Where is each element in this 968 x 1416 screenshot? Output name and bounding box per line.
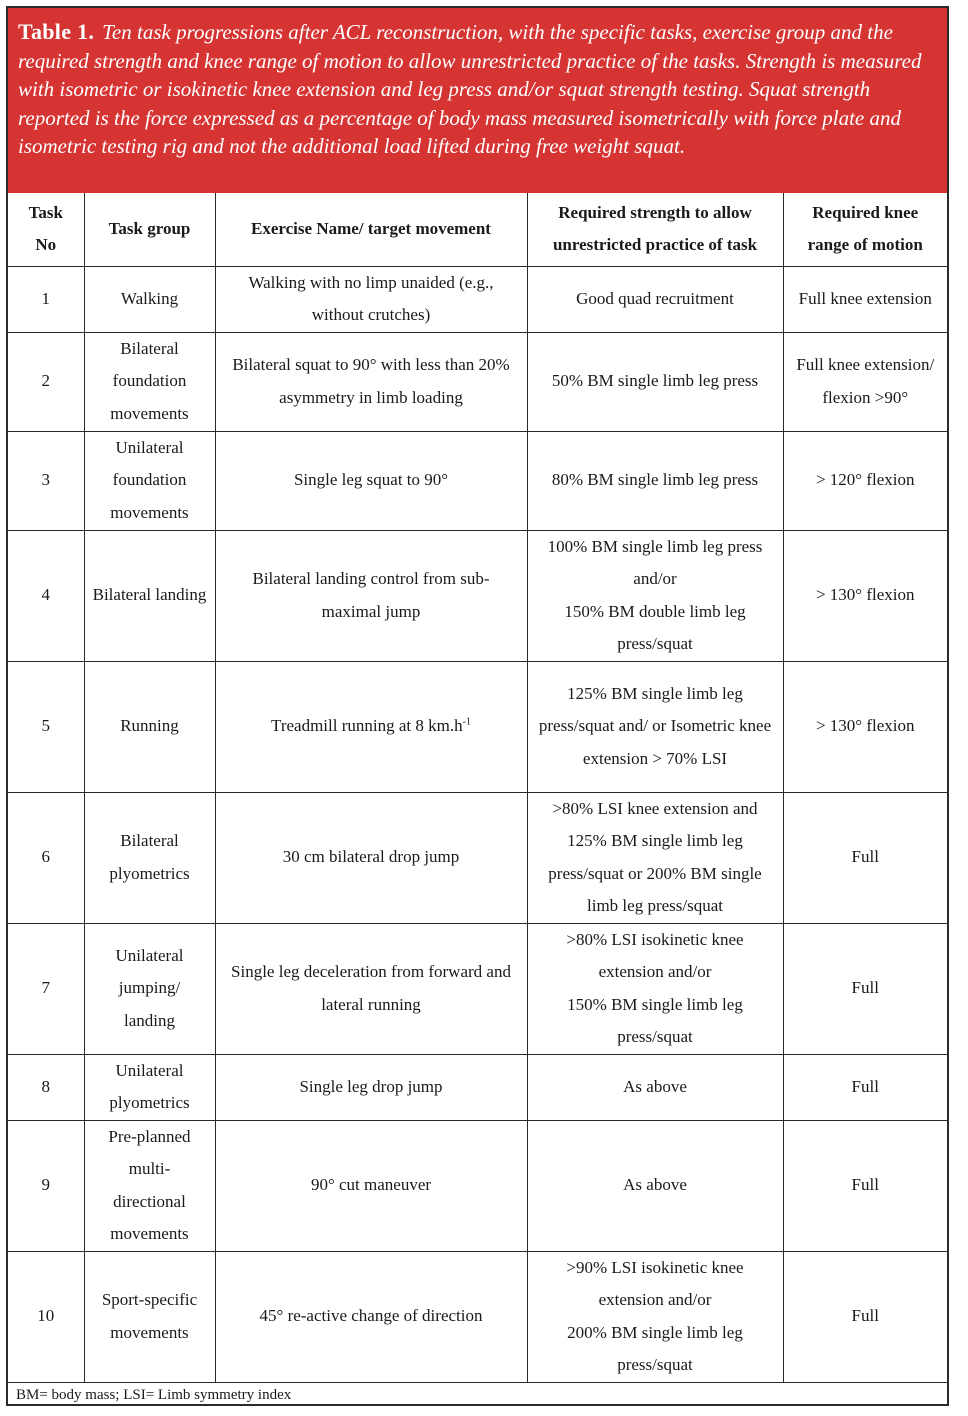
cell-exercise: Single leg drop jump: [215, 1054, 527, 1120]
cell-strength: >90% LSI isokinetic knee extension and/or 200% BM single limb leg press/squat: [527, 1251, 783, 1382]
cell-task-group: Unilateral jumping/ landing: [84, 923, 215, 1054]
cell-task-group: Unilateral foundation movements: [84, 431, 215, 530]
table-row: [8, 661, 947, 792]
table-caption: [8, 8, 947, 193]
cell-task-group: Bilateral plyometrics: [84, 792, 215, 923]
table-row: [8, 923, 947, 1054]
table-frame: [6, 6, 949, 1406]
cell-task-no: 2: [8, 332, 84, 431]
cell-rom: Full knee extension/ flexion >90°: [783, 332, 947, 431]
cell-rom: Full: [783, 923, 947, 1054]
cell-task-no: 6: [8, 792, 84, 923]
cell-strength: 50% BM single limb leg press: [527, 332, 783, 431]
cell-strength: 125% BM single limb leg press/squat and/ or Isometric knee extension > 70% LSI: [527, 661, 783, 792]
table-row: [8, 1251, 947, 1382]
cell-exercise: Single leg deceleration from forward and lateral running: [215, 923, 527, 1054]
table-label: Table 1.: [18, 19, 95, 44]
cell-rom: Full: [783, 1251, 947, 1382]
cell-strength: 100% BM single limb leg press and/or 150% BM double limb leg press/squat: [527, 530, 783, 661]
cell-strength: >80% LSI isokinetic knee extension and/or 150% BM single limb leg press/squat: [527, 923, 783, 1054]
cell-task-group: Bilateral landing: [84, 530, 215, 661]
header-row: [8, 193, 947, 266]
header-exercise: Exercise Name/ target movement: [215, 193, 527, 266]
cell-task-no: 4: [8, 530, 84, 661]
cell-task-group: Walking: [84, 266, 215, 332]
cell-rom: Full knee extension: [783, 266, 947, 332]
header-rom: Required knee range of motion: [783, 193, 947, 266]
cell-task-group: Bilateral foundation movements: [84, 332, 215, 431]
cell-exercise: Bilateral squat to 90° with less than 20% asymmetry in limb loading: [215, 332, 527, 431]
cell-task-no: 9: [8, 1120, 84, 1251]
header-strength: Required strength to allow unrestricted practice of task: [527, 193, 783, 266]
cell-exercise: Treadmill running at 8 $km.h^{-1}$: [215, 661, 527, 792]
progression-table: [8, 193, 947, 1383]
table-row: [8, 530, 947, 661]
cell-task-no: 7: [8, 923, 84, 1054]
cell-task-no: 8: [8, 1054, 84, 1120]
cell-strength: Good quad recruitment: [527, 266, 783, 332]
cell-strength: As above: [527, 1054, 783, 1120]
cell-task-no: 1: [8, 266, 84, 332]
cell-task-group: Unilateral plyometrics: [84, 1054, 215, 1120]
cell-exercise: 90° cut maneuver: [215, 1120, 527, 1251]
cell-strength: 80% BM single limb leg press: [527, 431, 783, 530]
cell-task-no: 10: [8, 1251, 84, 1382]
table-footnote: BM= body mass; LSI= Limb symmetry index: [16, 1386, 292, 1403]
cell-rom: > 120° flexion: [783, 431, 947, 530]
cell-strength: >80% LSI knee extension and 125% BM single limb leg press/squat or 200% BM single limb leg press/squat: [527, 792, 783, 923]
cell-exercise: Bilateral landing control from sub-maximal jump: [215, 530, 527, 661]
cell-strength: As above: [527, 1120, 783, 1251]
cell-exercise: 30 cm bilateral drop jump: [215, 792, 527, 923]
caption-text: Ten task progressions after ACL reconstruction, with the specific tasks, exercise group and the required strength and knee range of motion to allow unrestricted practice of the tasks. Strength is measured with isometric or isokinetic knee extension and leg press and/or squat strength testing. Squat strength reported is the force expressed as a percentage of body mass measured isometrically with force plate and isometric testing rig and not the additional load lifted during free weight squat.: [18, 20, 922, 158]
cell-rom: Full: [783, 1054, 947, 1120]
cell-rom: Full: [783, 792, 947, 923]
cell-rom: > 130° flexion: [783, 661, 947, 792]
cell-exercise: Walking with no limp unaided (e.g., without crutches): [215, 266, 527, 332]
table-row: [8, 1054, 947, 1120]
table-row: [8, 1120, 947, 1251]
table-row: [8, 792, 947, 923]
table-row: [8, 332, 947, 431]
table-row: [8, 266, 947, 332]
cell-rom: Full: [783, 1120, 947, 1251]
cell-task-no: 3: [8, 431, 84, 530]
header-task-no: Task No: [8, 193, 84, 266]
cell-exercise: Single leg squat to 90°: [215, 431, 527, 530]
cell-exercise: 45° re-active change of direction: [215, 1251, 527, 1382]
header-task-group: Task group: [84, 193, 215, 266]
cell-rom: > 130° flexion: [783, 530, 947, 661]
cell-task-group: Pre-planned multi-directional movements: [84, 1120, 215, 1251]
cell-task-group: Running: [84, 661, 215, 792]
cell-task-group: Sport-specific movements: [84, 1251, 215, 1382]
table-row: [8, 431, 947, 530]
cell-task-no: 5: [8, 661, 84, 792]
